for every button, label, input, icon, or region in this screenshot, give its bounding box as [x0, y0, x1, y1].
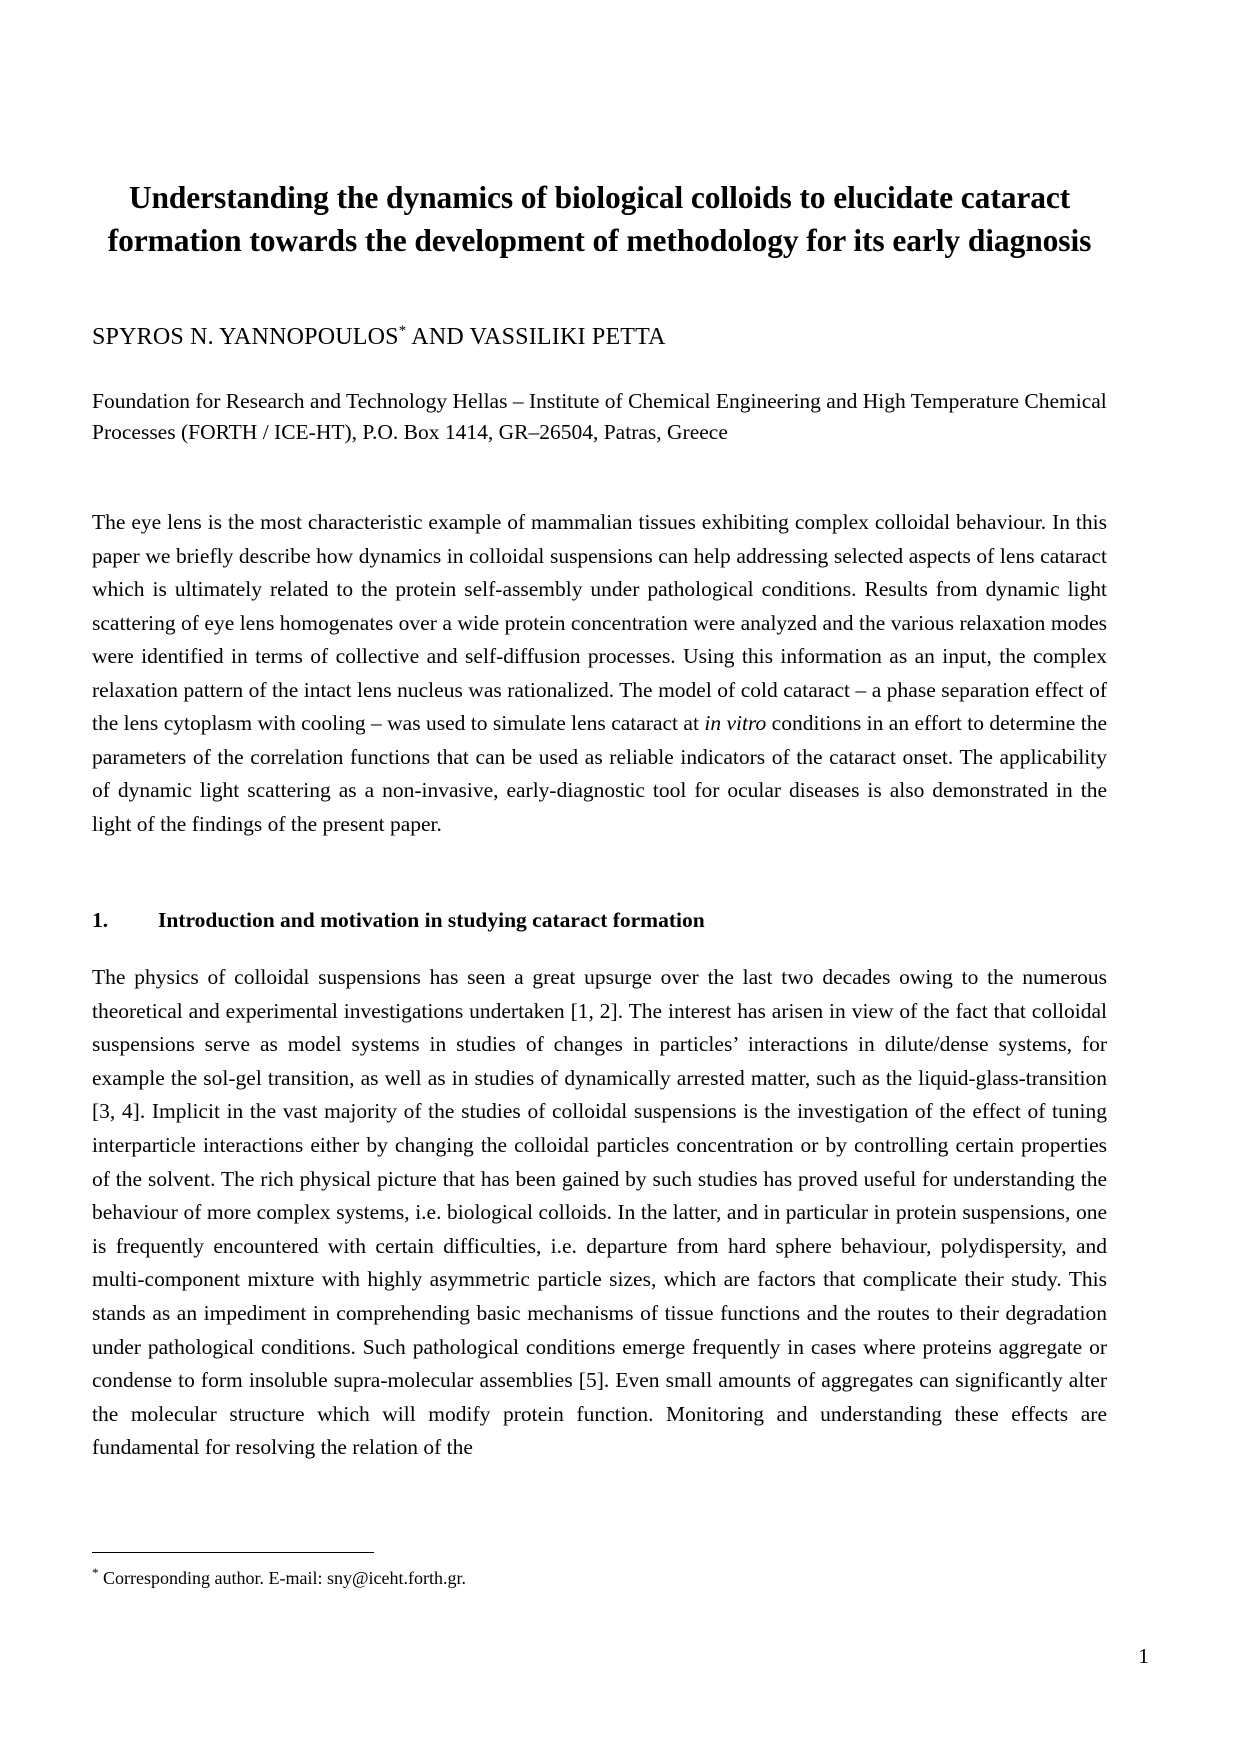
- author-names-rest: AND VASSILIKI PETTA: [406, 324, 666, 350]
- abstract: [92, 506, 1107, 841]
- author-names: SPYROS N. YANNOPOULOS: [92, 324, 399, 350]
- footnote-separator-rule: [92, 1552, 374, 1553]
- affiliation: Foundation for Research and Technology Hellas – Institute of Chemical Engineering and High Temperature Chemical Processes (FORTH / ICE-HT), P.O. Box 1414, GR–26504, Patras, Greece: [92, 389, 1107, 444]
- section-number: 1.: [92, 908, 109, 932]
- page-number: 1: [1138, 1644, 1149, 1668]
- footnote-area: [92, 1552, 1107, 1590]
- page-title: Understanding the dynamics of biological colloids to elucidate cataract formation towards the development of methodology for its early diagnosis: [107, 180, 1092, 258]
- abstract-part-1: The eye lens is the most characteristic example of mammalian tissues exhibiting complex colloidal behaviour. In this paper we briefly describe how dynamics in colloidal suspensions can help addressing selected aspects of lens cataract which is ultimately related to the protein self-assembly under pathological conditions. Results from dynamic light scattering of eye lens homogenates over a wide protein concentration were analyzed and the various relaxation modes were identified in terms of collective and self-diffusion processes. Using this information as an input, the complex relaxation pattern of the intact lens nucleus was rationalized. The model of cold cataract – a phase separation effect of the lens cytoplasm with cooling – was used to simulate lens cataract at: [92, 510, 1107, 735]
- abstract-italic-phrase: in vitro: [704, 711, 767, 735]
- corresponding-author-marker: *: [398, 323, 407, 339]
- footnote-marker: *: [92, 1565, 99, 1580]
- footnote-content: Corresponding author. E-mail: sny@iceht.forth.gr.: [98, 1568, 467, 1588]
- abstract-part-2: conditions in an effort to determine the parameters of the correlation functions that can be used as reliable indicators of the cataract onset. The applicability of dynamic light scattering as a non-invasive, early-diagnostic tool for ocular diseases is also demonstrated in the light of the findings of the present paper.: [92, 711, 1107, 836]
- section-heading: [92, 905, 1107, 935]
- body-paragraph-1: The physics of colloidal suspensions has seen a great upsurge over the last two decades owing to the numerous theoretical and experimental investigations undertaken [1, 2]. The interest has arisen in view of the fact that colloidal suspensions serve as model systems in studies of changes in particles’ interactions in dilute/dense systems, for example the sol-gel transition, as well as in studies of dynamically arrested matter, such as the liquid-glass-transition [3, 4]. Implicit in the vast majority of the studies of colloidal suspensions is the investigation of the effect of tuning interparticle interactions either by changing the colloidal particles concentration or by controlling certain properties of the solvent. The rich physical picture that has been gained by such studies has proved useful for understanding the behaviour of more complex systems, i.e. biological colloids. In the latter, and in particular in protein suspensions, one is frequently encountered with certain difficulties, i.e. departure from hard sphere behaviour, polydispersity, and multi-component mixture with highly asymmetric particle sizes, which are factors that complicate their study. This stands as an impediment in comprehending basic mechanisms of tissue functions and the routes to their degradation under pathological conditions. Such pathological conditions emerge frequently in cases where proteins aggregate or condense to form insoluble supra-molecular assemblies [5]. Even small amounts of aggregates can significantly alter the molecular structure which will modify protein function. Monitoring and understanding these effects are fundamental for resolving the relation of the: [92, 965, 1107, 1460]
- footnote: [92, 1566, 1107, 1590]
- page-content: [92, 0, 1107, 1465]
- section-title: Introduction and motivation in studying cataract formation: [158, 908, 705, 932]
- author-line: [92, 322, 1107, 352]
